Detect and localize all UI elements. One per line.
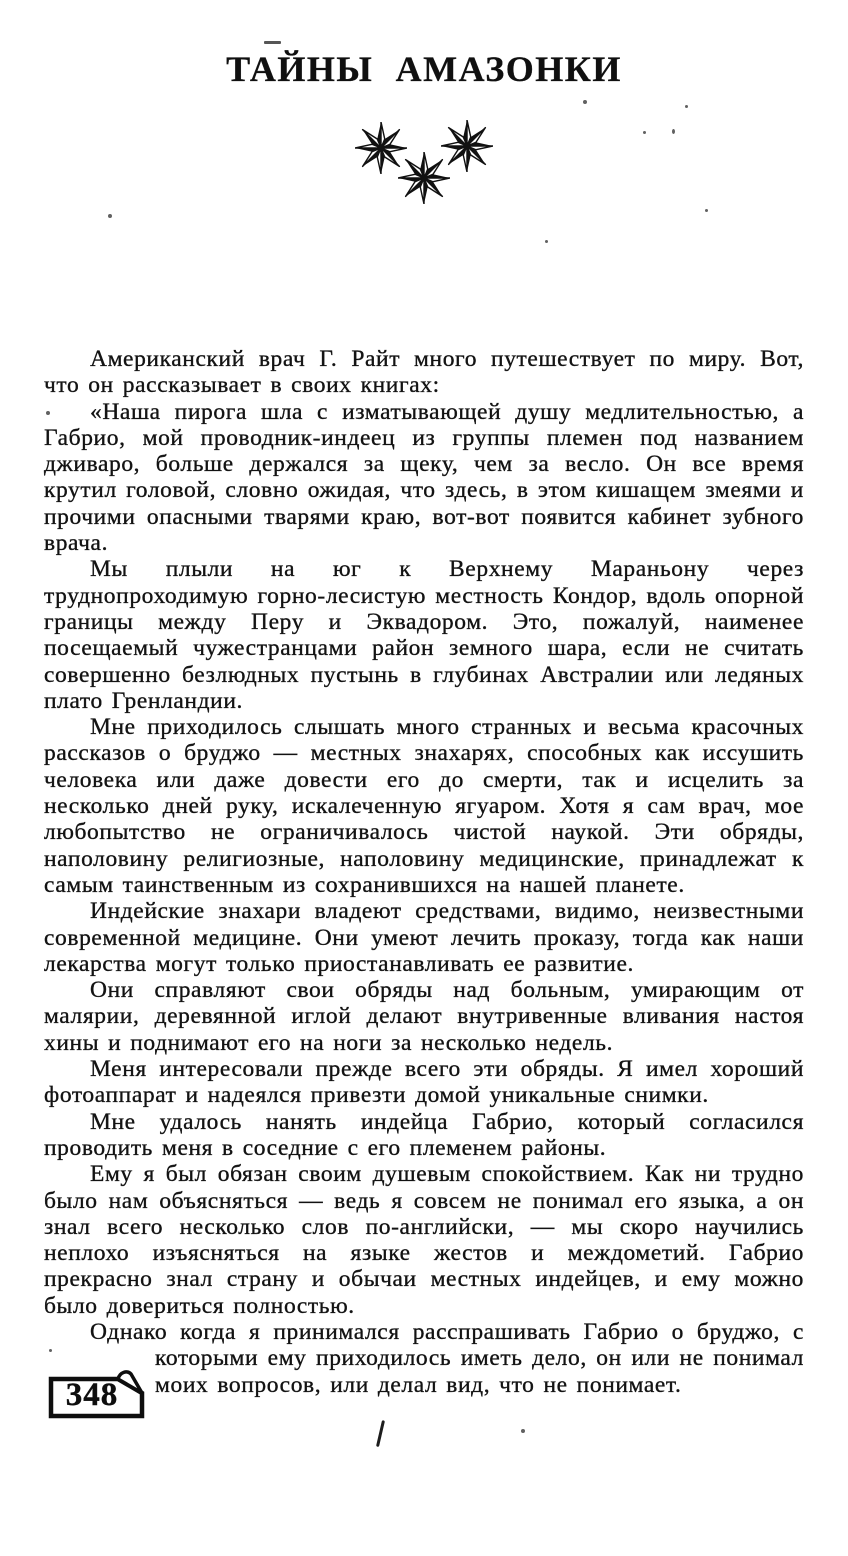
scan-speck [672,129,675,134]
scan-speck [643,131,646,134]
paragraph-brujo-stories: Мне приходилось слышать много странных и весьма красочных рассказов о бруджо — местных знахарях, способных как иссушить человека или даже довести его до смерти, так и исцелить за несколько дней руку, искалеченную ягуаром. Хотя я сам врач, мое любопытство не ограничивалось чистой наукой. Эти обряды, наполовину религиозные, наполовину медицинские, принадлежат к самым таинственным из сохранившихся на нашей планете. [44,714,804,898]
paragraph-malaria: Они справляют свои обряды над больным, умирающим от малярии, деревянной иглой делают внутривенные вливания настоя хины и поднимают его на ноги за несколько недель. [44,977,804,1056]
scan-speck [521,1429,525,1433]
page-number-box [48,1370,146,1420]
scan-speck [583,100,587,104]
scan-speck [685,105,688,108]
star-ornament [355,120,495,232]
scan-speck [49,1349,52,1352]
paragraph-intro: Американский врач Г. Райт много путешествует по миру. Вот, что он рассказывает в своих книгах: [44,346,804,399]
scan-speck [545,240,548,243]
scan-speck [46,411,50,415]
eight-pointed-star-icon [398,152,450,204]
paragraph-sign-language: Ему я был обязан своим душевым спокойствием. Как ни трудно было нам объясняться — ведь я совсем не понимал его языка, а он знал всего несколько слов по-английски, — мы скоро научились неплохо изъясняться на языке жестов и междометий. Габрио прекрасно знал страну и обычаи местных индейцев, и ему можно было довериться полностью. [44,1161,804,1319]
page-number: 348 [65,1377,119,1413]
paragraph-last-wrapped-text: которыми ему приходилось иметь дело, он или не понимал моих вопросов, или делал вид, что не понимает. [155,1345,804,1398]
paragraph-pirogue: «Наша пирога шла с изматывающей душу медлительностью, а Габрио, мой проводник-индеец из группы племен под названием дживаро, больше держался за щеку, чем за весло. Он все время крутил головой, словно ожидая, что здесь, в этом кишащем змеями и прочими опасными тварями краю, вот-вот появится кабинет зубного врача. [44,398,804,557]
scan-slash-mark [376,1420,385,1447]
paragraph-camera: Меня интересовали прежде всего эти обряды. Я имел хороший фотоаппарат и надеялся привезти домой уникальные снимки. [44,1056,804,1109]
scan-speck [705,209,708,212]
scan-speck [108,214,112,218]
paragraph-hired-gabrio: Мне удалось нанять индейца Габрио, который согласился проводить меня в соседние с его племенем районы. [44,1108,804,1161]
paragraph-healers: Индейские знахари владеют средствами, видимо, неизвестными современной медицине. Они умеют лечить проказу, тогда как наши лекарства могут только приостанавливать ее развитие. [44,898,804,977]
paragraph-last-first-line: Однако когда я принимался расспрашивать Габрио о бруджо, с [90,1318,804,1345]
page-title: ТАЙНЫ АМАЗОНКИ [226,49,622,89]
body-text [44,346,804,1398]
paragraph-maranon: Мы плыли на юг к Верхнему Мараньону через труднопроходимую горно-лесистую местность Кондор, вдоль опорной границы между Перу и Эквадором. Это, пожалуй, наименее посещаемый чужестранцами район земного шара, если не считать совершенно безлюдных пустынь в глубинах Австралии или ледяных плато Гренландии. [44,556,804,714]
scan-speck [264,41,281,44]
